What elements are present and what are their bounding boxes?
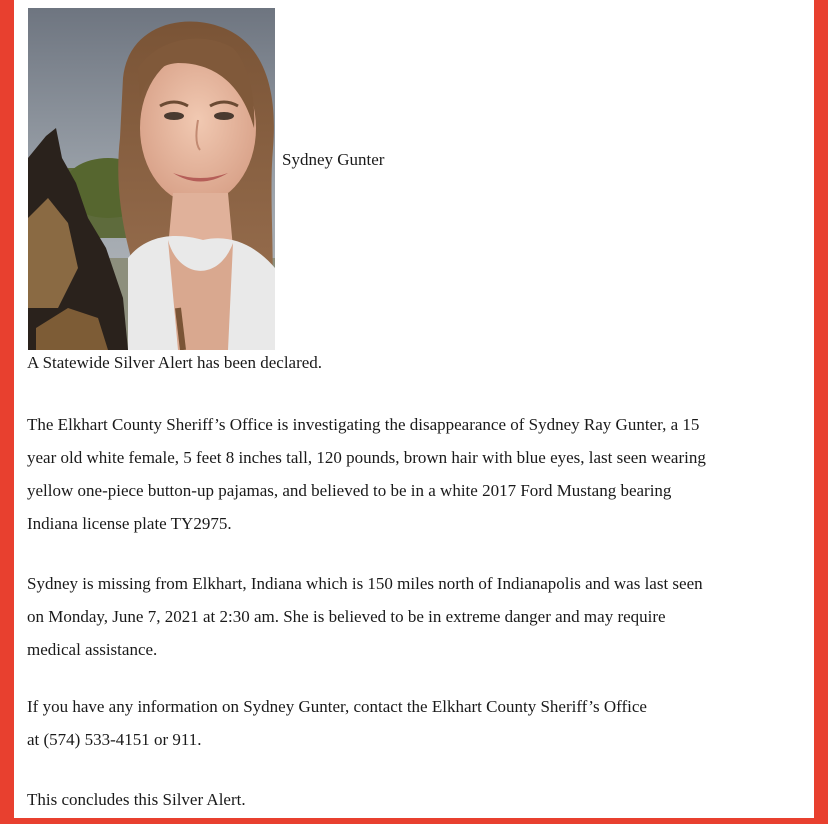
- description-line: year old white female, 5 feet 8 inches tall, 120 pounds, brown hair with blue eyes, last seen wearing: [27, 448, 706, 467]
- description-line: yellow one-piece button-up pajamas, and believed to be in a white 2017 Ford Mustang bearing: [27, 481, 672, 500]
- description-line: Indiana license plate TY2975.: [27, 514, 232, 533]
- description-line: The Elkhart County Sheriff’s Office is investigating the disappearance of Sydney Ray Gunter, a 15: [27, 415, 700, 434]
- alert-document: [14, 0, 814, 818]
- description-paragraph: [27, 408, 807, 540]
- missing-line: medical assistance.: [27, 640, 158, 659]
- contact-line: If you have any information on Sydney Gunter, contact the Elkhart County Sheriff’s Office: [27, 697, 647, 716]
- missing-paragraph: [27, 567, 807, 666]
- alert-declared-text: A Statewide Silver Alert has been declared.: [27, 353, 323, 372]
- contact-line: at (574) 533-4151 or 911.: [27, 730, 202, 749]
- missing-line: on Monday, June 7, 2021 at 2:30 am. She is believed to be in extreme danger and may require: [27, 607, 666, 626]
- missing-person-photo: [28, 8, 275, 350]
- photo-illustration: [28, 8, 275, 350]
- closing-text: This concludes this Silver Alert.: [27, 790, 246, 809]
- contact-paragraph: [27, 690, 807, 756]
- person-name-caption: Sydney Gunter: [282, 150, 385, 169]
- missing-line: Sydney is missing from Elkhart, Indiana which is 150 miles north of Indianapolis and was last seen: [27, 574, 703, 593]
